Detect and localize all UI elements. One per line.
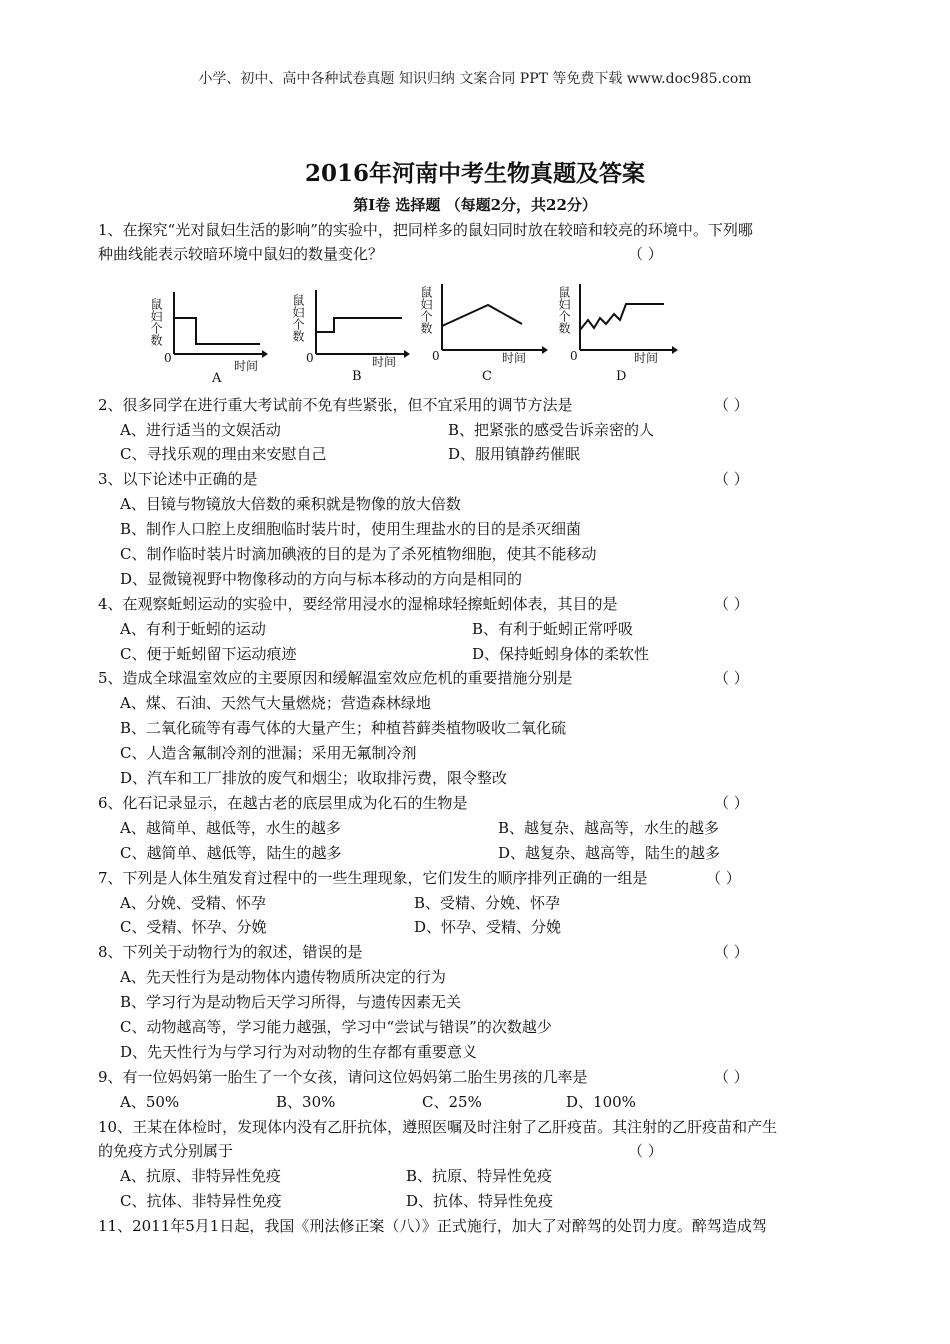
q3-answer-blank: （ ） (714, 470, 749, 488)
q8-option-b: B、学习行为是动物后天学习所得，与遗传因素无关 (120, 993, 462, 1011)
graph-a-ylabel: 鼠妇个数 (149, 298, 163, 346)
q2-answer-blank: （ ） (714, 396, 749, 414)
q10-answer-blank: （ ） (628, 1142, 663, 1160)
q4-answer-blank: （ ） (714, 595, 749, 613)
graph-d-curve (580, 304, 664, 330)
q10-line2: 的免疫方式分别属于 (98, 1142, 234, 1160)
q5-answer-blank: （ ） (714, 669, 749, 687)
q4-stem: 4、在观察蚯蚓运动的实验中，要经常用浸水的湿棉球轻擦蚯蚓体表，其目的是 (98, 595, 618, 613)
graph-c-origin: 0 (432, 349, 440, 363)
graph-c (419, 280, 552, 385)
q6-option-d: D、越复杂、越高等，陆生的越多 (498, 844, 721, 862)
q4-option-d: D、保持蚯蚓身体的柔软性 (472, 645, 650, 663)
q4-option-c: C、便于蚯蚓留下运动痕迹 (120, 645, 297, 663)
q3-stem: 3、以下论述中正确的是 (98, 470, 258, 488)
q1-line1: 1、在探究“光对鼠妇生活的影响”的实验中，把同样多的鼠妇同时放在较暗和较亮的环境中。下列哪 (98, 221, 753, 239)
q9-option-a: A、50% (120, 1093, 180, 1111)
graph-b-xlabel: 时间 (372, 355, 397, 369)
q10-option-d: D、抗体、特异性免疫 (406, 1192, 554, 1210)
q1-answer-blank: （ ） (628, 245, 663, 263)
graph-b (292, 280, 412, 385)
graph-b-ylabel: 鼠妇个数 (291, 294, 305, 342)
q6-answer-blank: （ ） (714, 794, 749, 812)
q5-option-b: B、二氧化硫等有毒气体的大量产生；种植苔藓类植物吸收二氧化硫 (120, 719, 567, 737)
graph-c-xlabel: 时间 (502, 351, 527, 365)
q8-option-d: D、先天性行为与学习行为对动物的生存都有重要意义 (120, 1043, 478, 1061)
graph-d-ylabel: 鼠妇个数 (557, 286, 571, 334)
q5-stem: 5、造成全球温室效应的主要原因和缓解温室效应危机的重要措施分别是 (98, 669, 573, 687)
section-heading: 第Ⅰ卷 选择题 （每题2分，共22分） (353, 196, 597, 214)
q4-option-a: A、有利于蚯蚓的运动 (120, 620, 266, 638)
q2-option-c: C、寻找乐观的理由来安慰自己 (120, 445, 327, 463)
graph-b-letter: B (352, 369, 362, 384)
q3-option-d: D、显微镜视野中物像移动的方向与标本移动的方向是相同的 (120, 570, 523, 588)
q7-option-a: A、分娩、受精、怀孕 (120, 894, 266, 912)
q6-option-a: A、越简单、越低等，水生的越多 (120, 819, 341, 837)
q10-option-a: A、抗原、非特异性免疫 (120, 1167, 281, 1185)
graph-a (150, 280, 270, 385)
graph-a-letter: A (212, 371, 222, 386)
q7-option-b: B、受精、分娩、怀孕 (414, 894, 561, 912)
q6-option-b: B、越复杂、越高等，水生的越多 (498, 819, 720, 837)
q9-stem: 9、有一位妈妈第一胎生了一个女孩，请问这位妈妈第二胎生男孩的几率是 (98, 1068, 588, 1086)
q9-option-b: B、30% (276, 1093, 336, 1111)
q7-option-c: C、受精、怀孕、分娩 (120, 918, 267, 936)
q4-option-b: B、有利于蚯蚓正常呼吸 (472, 620, 634, 638)
q9-option-c: C、25% (422, 1093, 482, 1111)
graph-d-letter: D (616, 369, 627, 384)
graph-d-origin: 0 (570, 349, 578, 363)
q5-option-a: A、煤、石油、天然气大量燃烧；营造森林绿地 (120, 694, 431, 712)
graph-c-letter: C (482, 369, 492, 384)
q6-stem: 6、化石记录显示，在越古老的底层里成为化石的生物是 (98, 794, 468, 812)
q2-stem: 2、很多同学在进行重大考试前不免有些紧张，但不宜采用的调节方法是 (98, 396, 573, 414)
q7-option-d: D、怀孕、受精、分娩 (414, 918, 562, 936)
q11-line1: 11、2011年5月1日起，我国《刑法修正案（八）》正式施行，加大了对醉驾的处罚力度。醉驾造成驾 (98, 1217, 767, 1235)
graph-c-curve (442, 305, 522, 326)
graph-d (557, 280, 690, 385)
graph-c-ylabel: 鼠妇个数 (419, 286, 433, 334)
graph-a-xlabel: 时间 (234, 359, 259, 373)
graph-d-xlabel: 时间 (634, 351, 659, 365)
q10-line1: 10、王某在体检时，发现体内没有乙肝抗体，遵照医嘱及时注射了乙肝疫苗。其注射的乙肝疫苗和产生 (98, 1118, 778, 1136)
q10-option-c: C、抗体、非特异性免疫 (120, 1192, 282, 1210)
graph-b-origin: 0 (306, 351, 314, 365)
q1-line2: 种曲线能表示较暗环境中鼠妇的数量变化？ (98, 245, 384, 263)
q2-option-d: D、服用镇静药催眠 (448, 445, 581, 463)
graph-b-curve (316, 318, 402, 332)
q10-option-b: B、抗原、特异性免疫 (406, 1167, 553, 1185)
q2-option-a: A、进行适当的文娱活动 (120, 421, 281, 439)
q3-option-a: A、目镜与物镜放大倍数的乘积就是物像的放大倍数 (120, 495, 461, 513)
q7-stem: 7、下列是人体生殖发育过程中的一些生理现象，它们发生的顺序排列正确的一组是 (98, 869, 648, 887)
q2-option-b: B、把紧张的感受告诉亲密的人 (448, 421, 655, 439)
q3-option-b: B、制作人口腔上皮细胞临时装片时，使用生理盐水的目的是杀灭细菌 (120, 520, 582, 538)
page-header: 小学、初中、高中各种试卷真题 知识归纳 文案合同 PPT 等免费下载 www.doc985.com (198, 71, 752, 87)
graph-a-origin: 0 (164, 351, 172, 365)
q8-answer-blank: （ ） (714, 943, 749, 961)
q6-option-c: C、越简单、越低等，陆生的越多 (120, 844, 342, 862)
q8-stem: 8、下列关于动物行为的叙述，错误的是 (98, 943, 363, 961)
page-title: 2016年河南中考生物真题及答案 (304, 160, 645, 187)
graph-a-curve (174, 318, 260, 344)
q8-option-a: A、先天性行为是动物体内遗传物质所决定的行为 (120, 968, 446, 986)
q9-answer-blank: （ ） (714, 1068, 749, 1086)
q5-option-c: C、人造含氟制冷剂的泄漏；采用无氟制冷剂 (120, 744, 417, 762)
q5-option-d: D、汽车和工厂排放的废气和烟尘；收取排污费，限令整改 (120, 769, 508, 787)
q9-option-d: D、100% (566, 1093, 636, 1111)
q8-option-c: C、动物越高等，学习能力越强，学习中“尝试与错误”的次数越少 (120, 1018, 552, 1036)
q3-option-c: C、制作临时装片时滴加碘液的目的是为了杀死植物细胞，使其不能移动 (120, 545, 597, 563)
q7-answer-blank: （ ） (706, 869, 741, 887)
